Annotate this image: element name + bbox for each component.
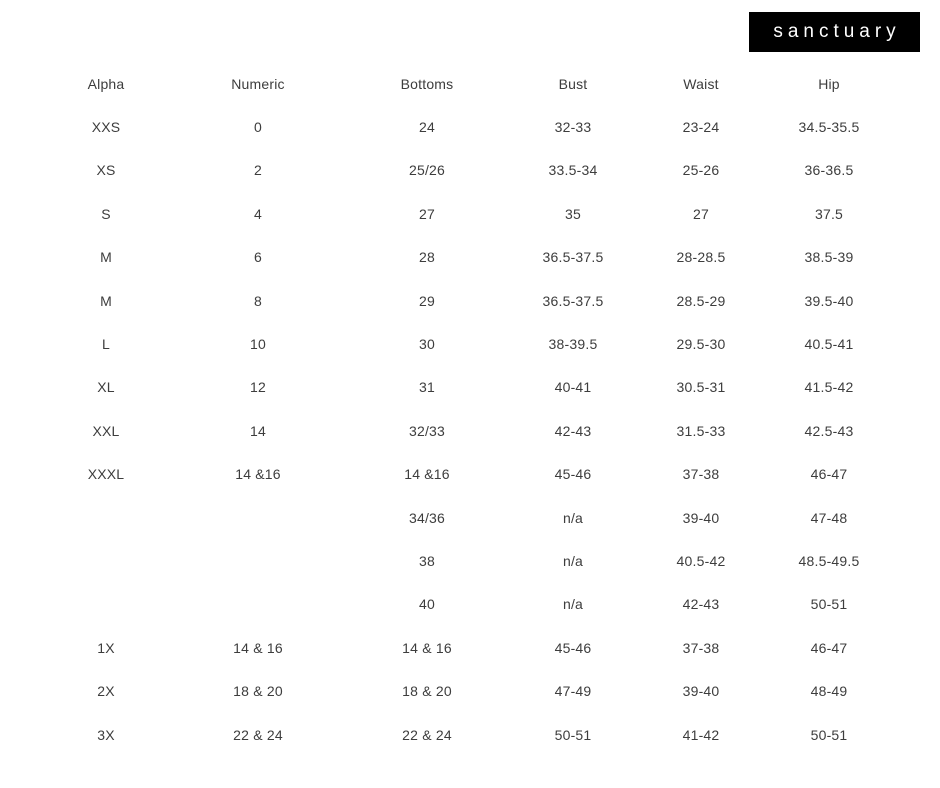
table-cell: L (102, 336, 110, 353)
table-cell: 18 & 20 (233, 683, 283, 700)
table-cell: 32-33 (554, 119, 592, 136)
table-cell: 39-40 (682, 509, 720, 526)
table-cell: 40 (419, 596, 435, 613)
table-cell: 34.5-35.5 (798, 119, 860, 136)
table-cell: M (100, 292, 112, 309)
table-cell: 31 (419, 379, 435, 396)
table-cell: XXS (91, 119, 121, 136)
table-cell: 29 (419, 292, 435, 309)
table-cell (36, 539, 176, 582)
table-cell: n/a (562, 552, 584, 569)
table-cell: 33.5-34 (548, 162, 598, 179)
column-header: Hip (818, 75, 840, 92)
table-cell: 36-36.5 (804, 162, 854, 179)
table-cell: 23-24 (682, 119, 720, 136)
table-cell (176, 496, 340, 539)
table-cell: 47-49 (554, 683, 592, 700)
table-cell: 37.5 (814, 205, 844, 222)
table-cell: 47-48 (810, 509, 848, 526)
table-cell: M (100, 249, 112, 266)
table-cell: n/a (562, 509, 584, 526)
table-cell: XS (96, 162, 116, 179)
table-cell: 2X (97, 683, 115, 700)
table-cell: 40.5-41 (804, 336, 854, 353)
column-header: Bottoms (400, 75, 454, 92)
table-cell: 46-47 (810, 639, 848, 656)
table-cell: 14 &16 (235, 466, 281, 483)
table-cell: 37-38 (682, 466, 720, 483)
table-cell: 12 (250, 379, 266, 396)
table-cell: 40-41 (554, 379, 592, 396)
column-header: Alpha (87, 75, 125, 92)
table-cell: 40.5-42 (676, 552, 726, 569)
table-cell: XL (97, 379, 115, 396)
brand-logo-text: sanctuary (773, 21, 901, 42)
table-cell: 6 (254, 249, 262, 266)
table-cell: S (101, 205, 111, 222)
table-cell: 36.5-37.5 (542, 292, 604, 309)
table-cell: 38.5-39 (804, 249, 854, 266)
table-cell: 28 (419, 249, 435, 266)
table-cell: 39-40 (682, 683, 720, 700)
table-cell: 45-46 (554, 466, 592, 483)
table-cell: 3X (97, 726, 115, 743)
table-cell: 36.5-37.5 (542, 249, 604, 266)
table-cell: 28-28.5 (676, 249, 726, 266)
table-cell: 35 (565, 205, 581, 222)
table-cell: 38-39.5 (548, 336, 598, 353)
table-cell: 0 (254, 119, 262, 136)
table-cell: 37-38 (682, 639, 720, 656)
table-cell: 14 &16 (404, 466, 450, 483)
table-cell: 22 & 24 (233, 726, 283, 743)
table-cell: 48-49 (810, 683, 848, 700)
table-cell: 28.5-29 (676, 292, 726, 309)
column-header: Bust (558, 75, 588, 92)
brand-logo (749, 12, 920, 52)
table-cell: XXXL (87, 466, 125, 483)
table-cell: n/a (562, 596, 584, 613)
table-cell: 27 (693, 205, 709, 222)
table-cell: 10 (250, 336, 266, 353)
table-cell: 31.5-33 (676, 422, 726, 439)
table-cell: 50-51 (810, 726, 848, 743)
table-cell: 32/33 (408, 422, 446, 439)
table-cell: 41-42 (682, 726, 720, 743)
table-cell: 41.5-42 (804, 379, 854, 396)
table-cell: 42-43 (554, 422, 592, 439)
column-header: Numeric (231, 75, 285, 92)
table-cell (36, 496, 176, 539)
table-cell: 14 & 16 (233, 639, 283, 656)
table-cell: 50-51 (554, 726, 592, 743)
table-cell: 8 (254, 292, 262, 309)
table-cell: 46-47 (810, 466, 848, 483)
table-cell: 24 (419, 119, 435, 136)
table-cell: 1X (97, 639, 115, 656)
table-cell: XXL (92, 422, 120, 439)
size-chart-table (36, 62, 888, 756)
table-cell (36, 583, 176, 626)
table-cell: 42.5-43 (804, 422, 854, 439)
table-cell: 14 & 16 (402, 639, 452, 656)
table-cell: 34/36 (408, 509, 446, 526)
table-cell: 4 (254, 205, 262, 222)
table-cell: 25/26 (408, 162, 446, 179)
table-cell: 25-26 (682, 162, 720, 179)
table-cell: 2 (254, 162, 262, 179)
table-cell: 30 (419, 336, 435, 353)
table-cell: 39.5-40 (804, 292, 854, 309)
table-cell: 50-51 (810, 596, 848, 613)
table-cell: 14 (250, 422, 266, 439)
table-cell: 42-43 (682, 596, 720, 613)
table-cell (176, 539, 340, 582)
table-cell: 38 (419, 552, 435, 569)
table-cell: 22 & 24 (402, 726, 452, 743)
table-cell: 30.5-31 (676, 379, 726, 396)
column-header: Waist (683, 75, 719, 92)
table-cell: 48.5-49.5 (798, 552, 860, 569)
table-cell: 29.5-30 (676, 336, 726, 353)
table-cell (176, 583, 340, 626)
table-cell: 18 & 20 (402, 683, 452, 700)
table-cell: 27 (419, 205, 435, 222)
table-cell: 45-46 (554, 639, 592, 656)
